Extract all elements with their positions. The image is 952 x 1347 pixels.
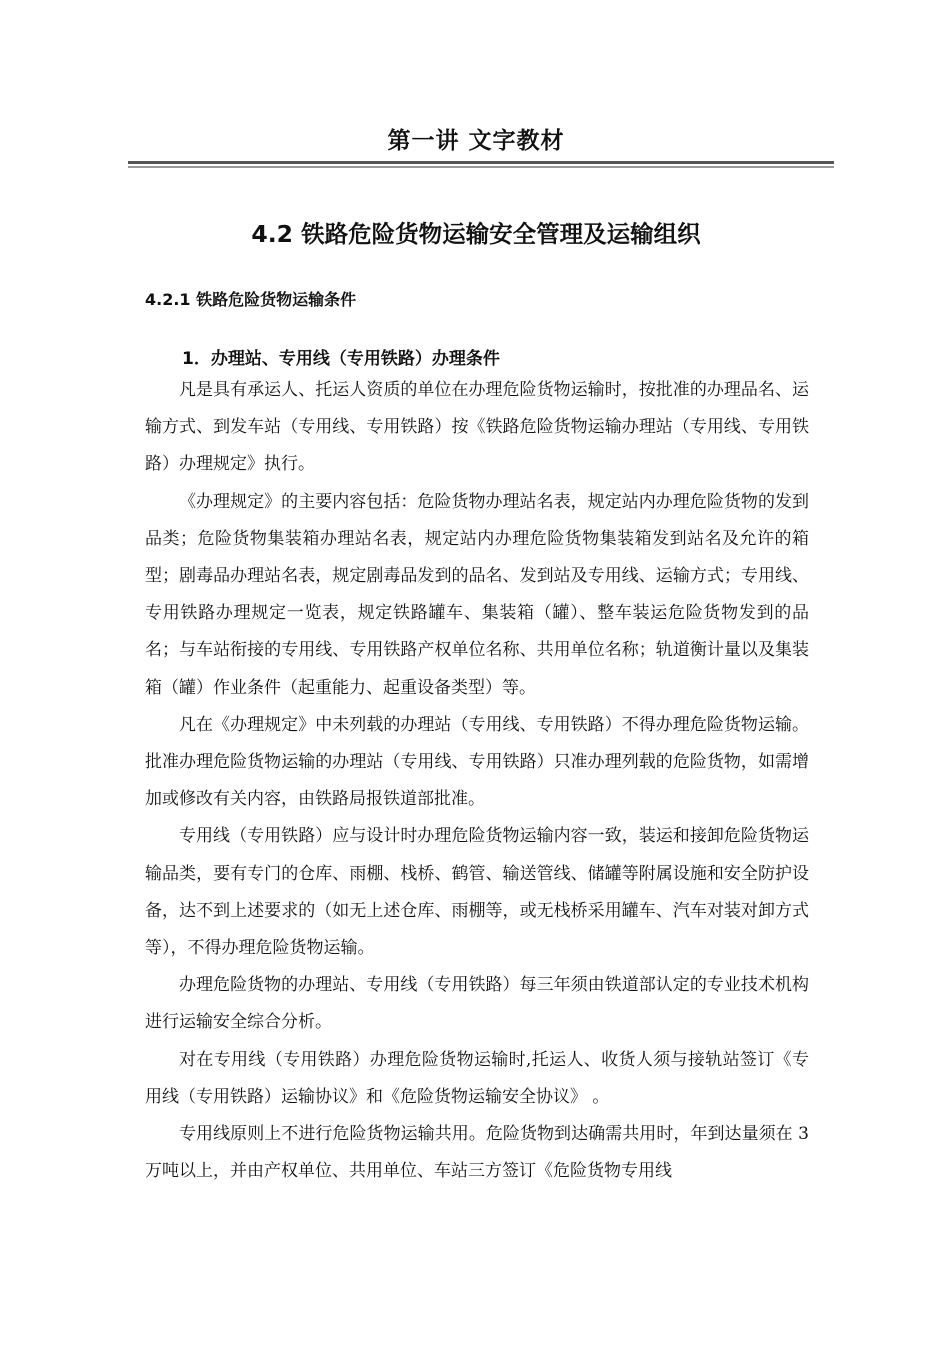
subsection-title: 4.2.1 铁路危险货物运输条件 xyxy=(145,290,357,309)
paragraph: 办理危险货物的办理站、专用线（专用铁路）每三年须由铁道部认定的专业技术机构进行运输安全综合分析。 xyxy=(145,975,809,1033)
header-rule xyxy=(128,161,834,169)
paragraph: 《办理规定》的主要内容包括：危险货物办理站名表，规定站内办理危险货物的发到品类；危险货物集装箱办理站名表，规定站内办理危险货物集装箱发到站名及允许的箱型；剧毒品办理站名表，规定剧毒品发到的品名、发到站及专用线、运输方式；专用线、专用铁路办理规定一览表，规定铁路罐车、集装箱（罐）、整车装运危险货物发到的品名；与车站衔接的专用线、专用铁路产权单位名称、共用单位名称；轨道衡计量以及集装箱（罐）作业条件（起重能力、起重设备类型）等。 xyxy=(145,491,809,698)
header-rule-thick xyxy=(128,161,834,164)
paragraph: 专用线（专用铁路）应与设计时办理危险货物运输内容一致，装运和接卸危险货物运输品类，要有专门的仓库、雨棚、栈桥、鹤管、输送管线、储罐等附属设施和安全防护设备，达不到上述要求的（如无上述仓库、雨棚等，或无栈桥采用罐车、汽车对装对卸方式等），不得办理危险货物运输。 xyxy=(145,826,809,959)
paragraph: 专用线原则上不进行危险货物运输共用。危险货物到达确需共用时，年到达量须在 3 万吨以上，并由产权单位、共用单位、车站三方签订《危险货物专用线 xyxy=(145,1124,809,1182)
paragraph: 对在专用线（专用铁路）办理危险货物运输时,托运人、收货人须与接轨站签订《专用线（专用铁路）运输协议》和《危险货物运输安全协议》 。 xyxy=(145,1049,809,1107)
body-text xyxy=(145,372,809,1190)
header-title: 第一讲 文字教材 xyxy=(387,128,565,154)
item-title: 1．办理站、专用线（专用铁路）办理条件 xyxy=(182,349,500,369)
header-rule-thin xyxy=(128,166,834,168)
section-title: 4.2 铁路危险货物运输安全管理及运输组织 xyxy=(251,220,701,248)
paragraph: 凡在《办理规定》中未列载的办理站（专用线、专用铁路）不得办理危险货物运输。批准办理危险货物运输的办理站（专用线、专用铁路）只准办理列载的危险货物，如需增加或修改有关内容，由铁路局报铁道部批准。 xyxy=(145,714,809,810)
paragraph: 凡是具有承运人、托运人资质的单位在办理危险货物运输时，按批准的办理品名、运输方式、到发车站（专用线、专用铁路）按《铁路危险货物运输办理站（专用线、专用铁路）办理规定》执行。 xyxy=(145,380,809,475)
